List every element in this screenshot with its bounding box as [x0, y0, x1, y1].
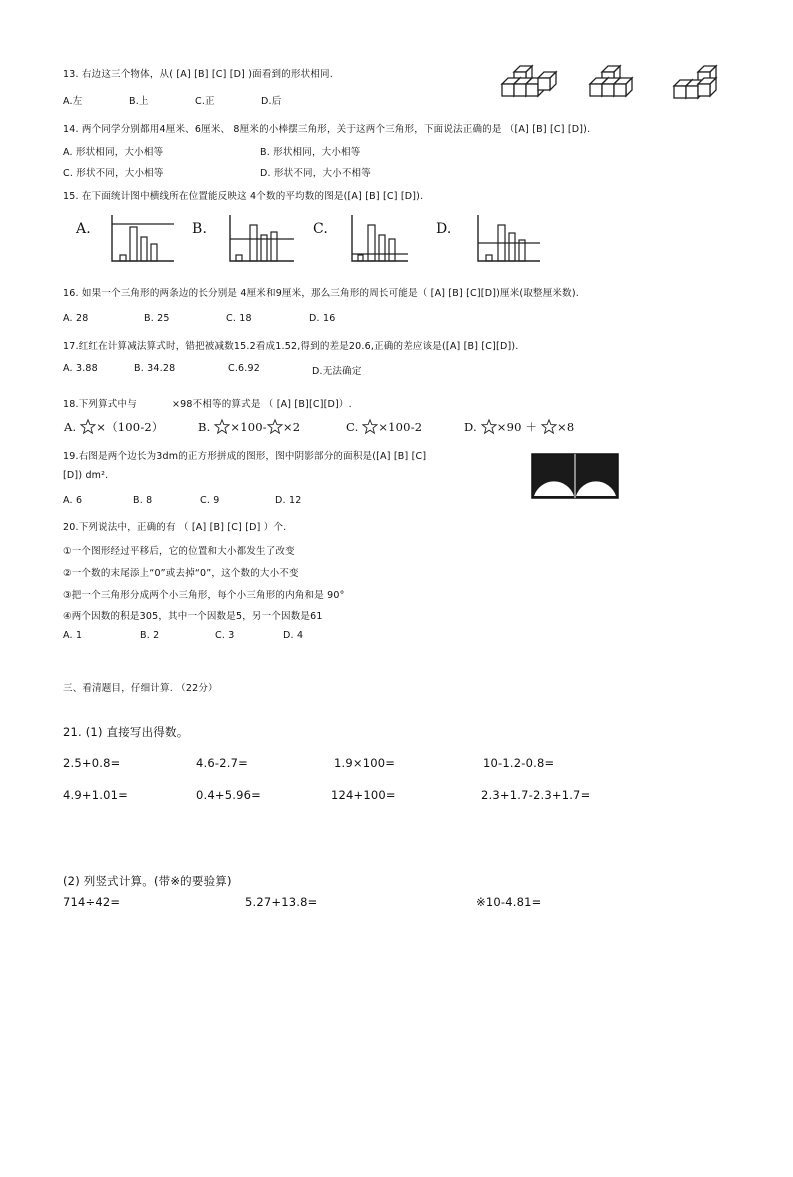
q21-part2-title: (2) 列竖式计算。(带※的要验算) [63, 874, 232, 888]
q15-label-d[interactable]: D. [436, 221, 452, 237]
q21-row2-item1[interactable]: 4.9+1.01= [63, 788, 128, 802]
q21-row2-item3[interactable]: 124+100= [331, 788, 396, 802]
q20-option-b[interactable]: B. 2 [140, 630, 160, 641]
q15-stem: 15. 在下面统计图中横线所在位置能反映这 4个数的平均数的图是([A] [B] [C] [D]). [63, 191, 424, 202]
q14-option-d[interactable]: D. 形状不同，大小不相等 [260, 168, 371, 179]
q16-option-c[interactable]: C. 18 [226, 313, 252, 324]
q15-b-bar-1 [236, 255, 242, 261]
q15-c-bar-1 [358, 255, 363, 261]
q18-option-c[interactable] [346, 419, 422, 434]
cube-figure-3 [674, 66, 716, 98]
q15-label-a[interactable]: A. [76, 221, 91, 237]
q15-chart-a [110, 215, 176, 263]
q15-c-bar-2 [368, 225, 375, 261]
q18-option-c-label: C. [346, 420, 359, 434]
q15-a-bar-3 [141, 237, 147, 261]
q19-stem-line1: 19.右图是两个边长为3dm的正方形拼成的图形，图中阴影部分的面积是([A] [B] [C] [63, 451, 427, 462]
q15-b-bar-2 [250, 225, 257, 261]
q13-option-a[interactable]: A.左 [63, 96, 83, 107]
star-icon [214, 419, 230, 434]
q21-row2-item2[interactable]: 0.4+5.96= [196, 788, 261, 802]
q20-statement-1: ①一个图形经过平移后，它的位置和大小都发生了改变 [63, 546, 295, 557]
q18-option-d-expr: ×90 ＋ [496, 420, 538, 434]
q18-option-b[interactable] [198, 419, 300, 434]
q18-option-c-expr: ×100-2 [378, 420, 423, 434]
q18-option-b-expr: ×100- [230, 420, 267, 434]
q14-option-a[interactable]: A. 形状相同，大小相等 [63, 147, 164, 158]
q20-option-a[interactable]: A. 1 [63, 630, 83, 641]
q13-option-b[interactable]: B.上 [129, 96, 149, 107]
q17-option-d[interactable]: D.无法确定 [312, 366, 362, 377]
q20-statement-3: ③把一个三角形分成两个小三角形，每个小三角形的内角和是 90° [63, 590, 345, 601]
q21-row3-item2[interactable]: 5.27+13.8= [245, 895, 318, 909]
q15-a-bar-4 [151, 244, 157, 261]
q15-d-bar-1 [486, 255, 492, 261]
q15-a-bar-2 [130, 227, 137, 261]
q19-shaded-figure [532, 454, 618, 498]
q20-option-d[interactable]: D. 4 [283, 630, 304, 641]
q13-option-c[interactable]: C.正 [195, 96, 215, 107]
q13-stem: 13. 右边这三个物体，从( [A] [B] [C] [D] )面看到的形状相同. [63, 69, 333, 80]
cubes-figure [498, 60, 728, 102]
q21-part1-title: 21. (1) 直接写出得数。 [63, 725, 189, 739]
q20-statement-4: ④两个因数的积是305，其中一个因数是5，另一个因数是61 [63, 611, 323, 622]
q17-option-c[interactable]: C.6.92 [228, 363, 261, 374]
q19-option-d[interactable]: D. 12 [275, 495, 302, 506]
q18-option-a[interactable] [64, 419, 164, 435]
q21-row3-item1[interactable]: 714÷42= [63, 895, 121, 909]
q15-c-bar-3 [379, 235, 385, 261]
star-icon [541, 419, 557, 434]
star-icon [481, 419, 497, 434]
q13-option-d[interactable]: D.后 [261, 96, 282, 107]
q18-option-b-label: B. [198, 420, 211, 434]
cube-figure-2 [590, 66, 632, 96]
q20-stem: 20.下列说法中，正确的有 （ [A] [B] [C] [D] ）个. [63, 522, 287, 533]
q15-label-c[interactable]: C. [313, 221, 329, 237]
q19-option-a[interactable]: A. 6 [63, 495, 83, 506]
q21-row3-item3[interactable]: ※10-4.81= [476, 895, 542, 909]
q17-stem: 17.红红在计算减法算式时，错把被减数15.2看成1.52,得到的差是20.6,正确的差应该是([A] [B] [C][D]). [63, 341, 519, 352]
q18-option-a-expr: ×（100-2） [96, 420, 164, 434]
q16-option-b[interactable]: B. 25 [144, 313, 170, 324]
q20-statement-2: ②一个数的末尾添上“0”或去掉“0”，这个数的大小不变 [63, 568, 299, 579]
q18-option-d-label: D. [464, 420, 477, 434]
q17-option-b[interactable]: B. 34.28 [134, 363, 176, 374]
q14-option-b[interactable]: B. 形状相同，大小相等 [260, 147, 361, 158]
q18-option-d-expr2: ×8 [557, 420, 575, 434]
q17-option-a[interactable]: A. 3.88 [63, 363, 98, 374]
q21-row1-item2[interactable]: 4.6-2.7= [196, 756, 248, 770]
star-icon [362, 419, 378, 434]
q21-row1-item1[interactable]: 2.5+0.8= [63, 756, 121, 770]
q18-option-a-label: A. [64, 420, 77, 434]
q14-option-c[interactable]: C. 形状不同，大小相等 [63, 168, 164, 179]
star-icon [267, 419, 283, 434]
q15-chart-b [228, 215, 296, 263]
q14-stem: 14. 两个同学分别都用4厘米、6厘米、 8厘米的小棒摆三角形，关于这两个三角形，下面说法正确的是 （[A] [B] [C] [D]). [63, 124, 591, 135]
q16-stem: 16. 如果一个三角形的两条边的长分别是 4厘米和9厘米，那么三角形的周长可能是（ [A] [B] [C][D])厘米(取整厘米数). [63, 288, 579, 299]
cube-figure-1 [502, 66, 556, 96]
q16-option-d[interactable]: D. 16 [309, 313, 336, 324]
q15-d-bar-3 [509, 233, 515, 261]
q15-b-bar-4 [271, 232, 277, 261]
q18-option-b-expr2: ×2 [282, 420, 301, 434]
q15-c-bar-4 [389, 239, 395, 261]
q18-option-d[interactable] [464, 419, 574, 435]
q15-label-b[interactable]: B. [192, 221, 208, 237]
q18-stem-suffix: ×98不相等的算式是 （ [A] [B][C][D]）. [172, 399, 352, 410]
section-3-title: 三、看清题目，仔细计算. （22分） [63, 683, 218, 694]
q15-chart-d [476, 215, 542, 263]
q19-stem-line2: [D]) dm². [63, 470, 109, 481]
star-icon [80, 419, 96, 434]
q16-option-a[interactable]: A. 28 [63, 313, 89, 324]
q15-a-bar-1 [120, 255, 126, 261]
q15-chart-c [350, 215, 410, 263]
q19-option-b[interactable]: B. 8 [133, 495, 153, 506]
q21-row2-item4[interactable]: 2.3+1.7-2.3+1.7= [481, 788, 591, 802]
q19-option-c[interactable]: C. 9 [200, 495, 220, 506]
q21-row1-item3[interactable]: 1.9×100= [334, 756, 396, 770]
q18-stem-prefix: 18.下列算式中与 [63, 399, 137, 410]
q20-option-c[interactable]: C. 3 [215, 630, 235, 641]
q21-row1-item4[interactable]: 10-1.2-0.8= [483, 756, 555, 770]
